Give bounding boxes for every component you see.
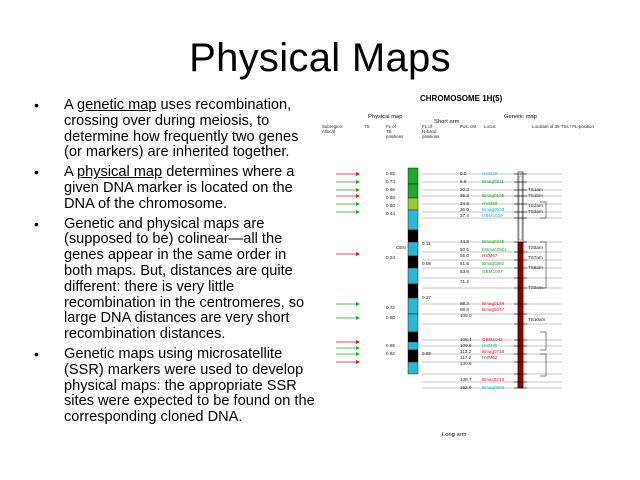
chromosome-segment <box>408 298 418 314</box>
cm-value: 37.4 <box>460 213 469 218</box>
cm-value: 36.3 <box>460 193 469 198</box>
bullet-text: determines where a given DNA marker is located on the DNA of the chromosome. <box>64 164 295 212</box>
cm-value: 34.6 <box>460 201 469 206</box>
cm-value: 71.2 <box>460 279 469 284</box>
locus-label: EBmac0501 <box>482 247 508 252</box>
chromosome-segment <box>408 268 418 284</box>
locus-label: Bmag0149 <box>482 301 505 306</box>
locus-label: Bmac0213 <box>482 377 504 382</box>
genetic-map-term: genetic map <box>76 97 157 113</box>
locus-label: HVM20 <box>482 171 498 176</box>
cm-value: 50.6 <box>460 247 469 252</box>
ts-label: TS9am <box>528 285 543 290</box>
bullet-text: A <box>64 164 77 181</box>
marker-arrowhead <box>356 346 360 350</box>
fl-value: 0.86 <box>386 343 395 348</box>
chromosome-segment <box>408 210 418 230</box>
cm-value: 105.0 <box>460 313 472 318</box>
locus-label: HVM35 <box>482 343 498 348</box>
cm-value: 6.9 <box>460 179 467 184</box>
marker-arrowhead <box>356 172 360 176</box>
ts-bracket <box>540 332 546 350</box>
marker-arrowhead <box>356 210 360 214</box>
locus-label: Bmag0593 <box>482 385 505 390</box>
ts-bracket <box>540 354 546 376</box>
fl-value: 0.72 <box>386 305 395 310</box>
locus-label: HVM62 <box>482 355 498 360</box>
cm-value: 139.7 <box>460 377 472 382</box>
ts-label: TS3am <box>528 209 543 214</box>
chromosome-segment <box>408 332 418 342</box>
chromosome-segment <box>408 230 418 242</box>
bullet-item <box>34 165 316 212</box>
chromosome-segment <box>408 184 418 198</box>
marker-arrowhead <box>356 188 360 192</box>
column-header: Subregion Alloc/d <box>322 124 343 134</box>
locus-label: HVM56 <box>482 201 498 206</box>
ts-label: TS2am <box>528 203 543 208</box>
bullet-text: uses recombination, crossing over during meiosis, to determine how frequently two genes (or markers) are inherited together. <box>64 97 299 161</box>
bullet-item <box>34 347 316 426</box>
band-value: 0.37 <box>422 295 431 300</box>
cm-value: 36.0 <box>460 207 469 212</box>
chromosome-segment <box>408 350 418 362</box>
bullet-dot: • <box>34 345 39 362</box>
cm-value: 113.2 <box>460 349 472 354</box>
cm-value: 88.3 <box>460 301 469 306</box>
slide-title: Physical Maps <box>189 36 451 80</box>
marker-arrowhead <box>356 202 360 206</box>
genetic-bar-red <box>518 242 523 388</box>
bullet-text: Genetic maps using microsatellite (SSR) markers were used to develop physical maps: the appropriate SSR sites were expected to be found on the corresponding cloned DNA. <box>64 345 315 426</box>
figure-title: CHROMOSOME 1H(5) <box>420 94 503 103</box>
marker-arrowhead <box>356 360 360 364</box>
cm-value: 152.9 <box>460 385 472 390</box>
locus-label: Bmag0503 <box>482 207 505 212</box>
physical-map-term: physical map <box>76 164 163 181</box>
fl-value: 0.66 <box>386 187 395 192</box>
physical-map-label: Physical map <box>368 114 403 120</box>
ts-label: TS1bm <box>528 193 543 198</box>
marker-arrowhead <box>356 352 360 356</box>
bullet-item <box>34 98 316 161</box>
locus-label: Bmag0382 <box>482 261 505 266</box>
locus-label: GBM1029 <box>482 213 503 218</box>
cm-value: 63.9 <box>460 269 469 274</box>
chromosome-segment <box>408 242 418 256</box>
column-header: TS <box>364 124 370 129</box>
ts-label: TS10am <box>528 317 546 322</box>
chromosome-segment <box>408 198 418 210</box>
ts-label: TS1am <box>528 187 543 192</box>
marker-arrowhead <box>356 340 360 344</box>
bullet-dot: • <box>34 164 39 181</box>
chromosome-segment <box>408 284 418 298</box>
cm-value: 44.9 <box>460 239 469 244</box>
bullet-list <box>34 98 316 430</box>
bullet-text: A <box>64 97 77 113</box>
bullet-dot: • <box>34 215 39 232</box>
locus-label: GBM1007 <box>482 269 503 274</box>
cm-value: 130.6 <box>460 361 472 366</box>
band-value: 0.08 <box>422 261 431 266</box>
marker-arrowhead <box>356 316 360 320</box>
column-header: Locus <box>484 124 496 129</box>
column-header: Pos. cM <box>460 124 476 129</box>
locus-label: Bmag0347 <box>482 307 505 312</box>
ts-label: TS8am <box>528 265 543 270</box>
column-header: FL of N-band positions <box>422 124 440 139</box>
locus-label: Bmag0211 <box>482 179 504 184</box>
map-drawing <box>322 92 634 448</box>
fl-value: 0.74 <box>386 179 395 184</box>
genetic-bar-upper <box>519 176 522 240</box>
locus-label: GBM1042 <box>482 337 503 342</box>
cm-value: 117.2 <box>460 355 472 360</box>
genetic-map-label: Genetic map <box>504 114 537 120</box>
fl-value: 0.50 <box>386 203 395 208</box>
cm-value: 61.5 <box>460 261 469 266</box>
locus-label: Bmag0345 <box>482 239 505 244</box>
fl-value: 0.80 <box>386 315 395 320</box>
long-arm-label: Long arm <box>442 432 467 438</box>
fl-value: 0.58 <box>386 195 395 200</box>
column-header: Location of 35 TSs / FL-position <box>532 124 594 129</box>
cm-value: 0.0 <box>460 171 467 176</box>
cm-value: 55.0 <box>460 253 469 258</box>
cm-value: 108.4 <box>460 337 472 342</box>
ts-label: TS7am <box>528 255 543 260</box>
marker-arrowhead <box>356 180 360 184</box>
band-value: 0.89 <box>422 351 431 356</box>
locus-label: Bmag0718 <box>482 349 505 354</box>
bullet-item <box>34 217 316 343</box>
bullet-text: Genetic and physical maps are (supposed to be) colinear—all the genes appear in the same order in both maps. But, distances are quite different: there is very little recombination in the centromeres, so large DNA distances are very short recombination distances. <box>64 215 305 343</box>
marker-arrowhead <box>356 194 360 198</box>
fl-value: 0.34 <box>386 255 395 260</box>
centromere-label: CEN <box>396 245 406 250</box>
chromosome-segment <box>408 314 418 332</box>
cm-value: 20.3 <box>460 187 469 192</box>
marker-arrowhead <box>356 302 360 306</box>
chromosome-segment <box>408 256 418 268</box>
chromosome-segment <box>408 168 418 184</box>
column-header: FL of TS positions <box>386 124 404 139</box>
ts-label: TS5am <box>528 245 543 250</box>
fl-value: 0.44 <box>386 211 395 216</box>
cm-value: 99.8 <box>460 307 469 312</box>
marker-arrowhead <box>356 252 360 256</box>
locus-label: Bmag0105 <box>482 193 505 198</box>
chromosome-figure <box>322 92 634 448</box>
short-arm-label: Short arm <box>434 119 460 125</box>
chromosome-segment <box>408 342 418 350</box>
bullet-dot: • <box>34 97 39 113</box>
cm-value: 109.6 <box>460 343 472 348</box>
chromosome-segment <box>408 362 418 374</box>
band-value: 0.11 <box>422 241 431 246</box>
locus-label: HVM67 <box>482 253 498 258</box>
fl-value: 0.92 <box>386 351 395 356</box>
fl-value: 0.85 <box>386 171 395 176</box>
